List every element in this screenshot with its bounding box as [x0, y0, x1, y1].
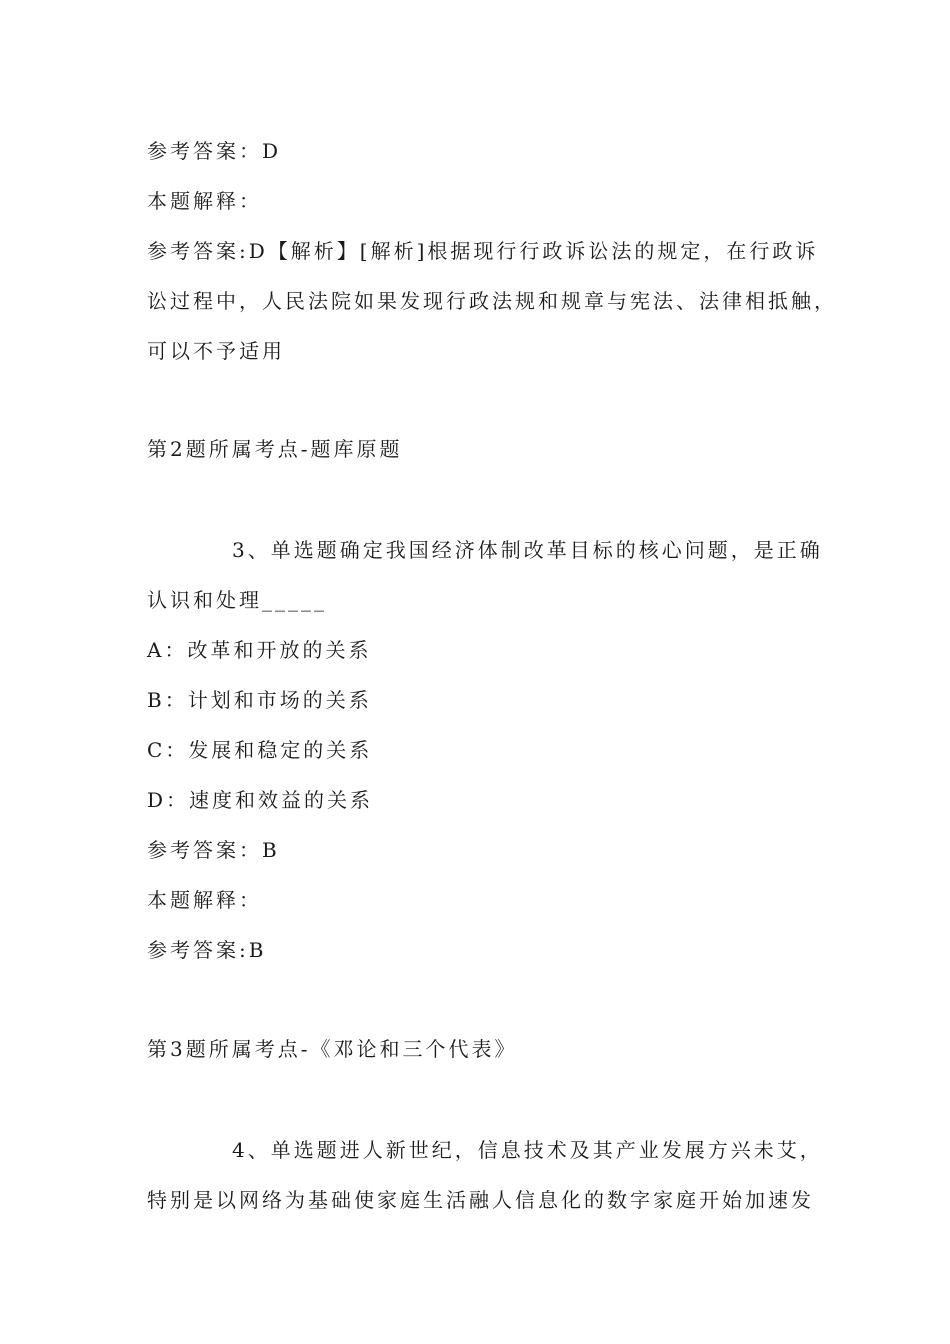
q2-explain-label: 本题解释： — [147, 189, 262, 213]
q3-option-d: D：速度和效益的关系 — [147, 788, 374, 812]
q3-option-a: A：改革和开放的关系 — [147, 638, 372, 662]
q3-option-b: B：计划和市场的关系 — [147, 688, 372, 712]
q3-topic: 第3题所属考点-《邓论和三个代表》 — [147, 1037, 518, 1061]
q2-explanation-line-1: 参考答案:D【解析】[解析]根据现行行政诉讼法的规定，在行政诉 — [147, 239, 819, 263]
q2-explanation-line-2: 讼过程中，人民法院如果发现行政法规和规章与宪法、法律相抵触， — [147, 289, 837, 313]
q4-question-line-2: 特别是以网络为基础使家庭生活融人信息化的数字家庭开始加速发 — [147, 1188, 814, 1212]
q2-answer: 参考答案：D — [147, 139, 282, 163]
q3-question-line-1: 3、单选题确定我国经济体制改革目标的核心问题，是正确 — [232, 538, 823, 562]
q3-option-c: C：发展和稳定的关系 — [147, 738, 373, 762]
q3-answer: 参考答案：B — [147, 838, 280, 862]
q3-question-line-2: 认识和处理_____ — [147, 588, 327, 612]
q2-explanation-line-3: 可以不予适用 — [147, 339, 285, 363]
q3-explain-label: 本题解释： — [147, 888, 262, 912]
q2-topic: 第2题所属考点-题库原题 — [147, 437, 403, 461]
q3-explanation: 参考答案:B — [147, 938, 267, 962]
q4-question-line-1: 4、单选题进人新世纪，信息技术及其产业发展方兴未艾， — [232, 1138, 823, 1162]
